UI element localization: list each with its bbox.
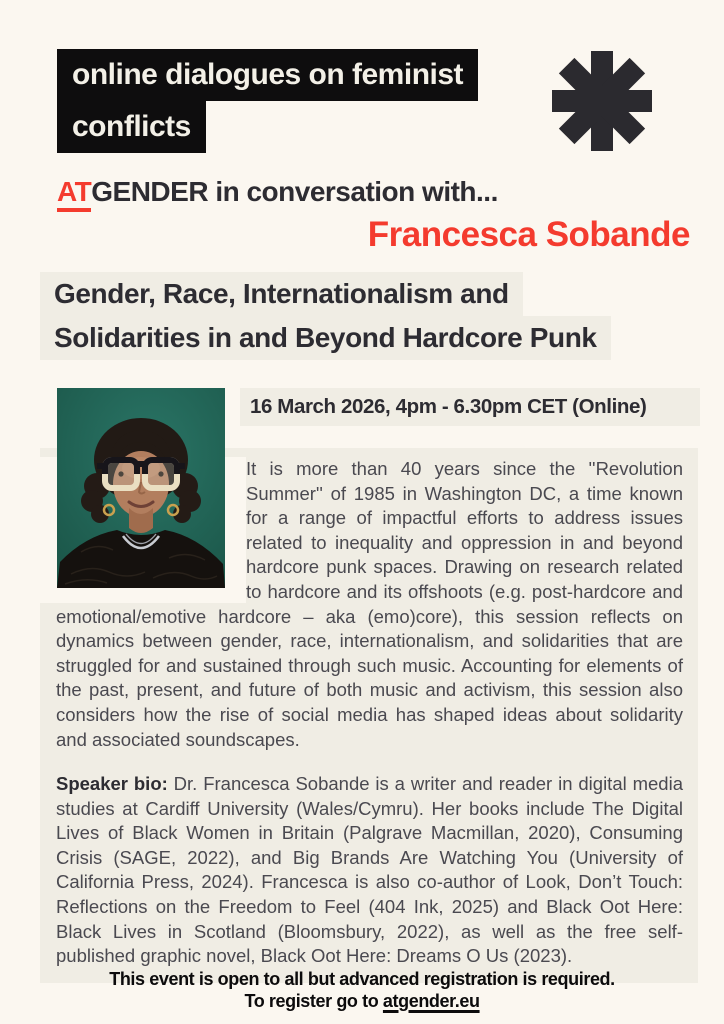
speaker-bio-text: Dr. Francesca Sobande is a writer and reader in digital media studies at Cardiff University (Wales/Cymru). Her books include The Digital Lives of Black Women in Britain (Palgrave Macmillan, 2020), Consuming Crisis (SAGE, 2022), and Big Brands Are Watching You (University of California Press, 2024). Francesca is also co-author of Look, Don’t Touch: Reflections on the Freedom to Feel (404 Ink, 2025) and Black Oot Here: Black Lives in Scotland (Bloomsbury, 2022), as well as the free self-published graphic novel, Black Oot Here: Dreams O Us (2023). — [56, 773, 683, 967]
registration-note-line-1: This event is open to all but advanced registration is required. — [109, 969, 615, 989]
registration-note — [0, 968, 724, 1012]
atgender-link[interactable]: atgender.eu — [382, 991, 480, 1011]
banner-line-2: conflicts — [57, 101, 206, 153]
conversation-heading-rest: GENDER in conversation with... — [91, 176, 498, 207]
event-title — [40, 272, 611, 360]
asterisk-icon — [552, 50, 652, 152]
atgender-at-prefix: AT — [57, 176, 91, 212]
session-description-text: It is more than 40 years since the ''Revolution Summer'' of 1985 in Washington DC, a time known for a range of impactful efforts to address issues related to inequality and oppression in and beyond hardcore punk spaces. Drawing on research related to hardcore and its offshoots (e.g. post-hardcore and emotional/emotive hardcore – aka (emo)core), this session reflects on dynamics between gender, race, internationalism, and solidarities that are struggled for and sustained through such music. Accounting for elements of the past, present, and future of both music and activism, this session also considers how the rise of social media has shaped ideas about solidarity and associated soundscapes. — [56, 458, 683, 750]
conversation-heading — [57, 176, 498, 208]
event-title-line-2: Solidarities in and Beyond Hardcore Punk — [40, 316, 611, 360]
banner-line-1: online dialogues on feminist — [57, 49, 478, 101]
speaker-bio-label: Speaker bio: — [56, 773, 168, 794]
speaker-photo — [57, 388, 225, 588]
event-title-line-1: Gender, Race, Internationalism and — [40, 272, 523, 316]
speaker-bio — [40, 760, 698, 983]
registration-prefix: To register go to — [244, 991, 383, 1011]
event-datetime: 16 March 2026, 4pm - 6.30pm CET (Online) — [240, 388, 700, 426]
registration-note-line-2 — [0, 990, 724, 1012]
speaker-name: Francesca Sobande — [367, 215, 690, 254]
speaker-portrait-illustration — [57, 388, 225, 588]
